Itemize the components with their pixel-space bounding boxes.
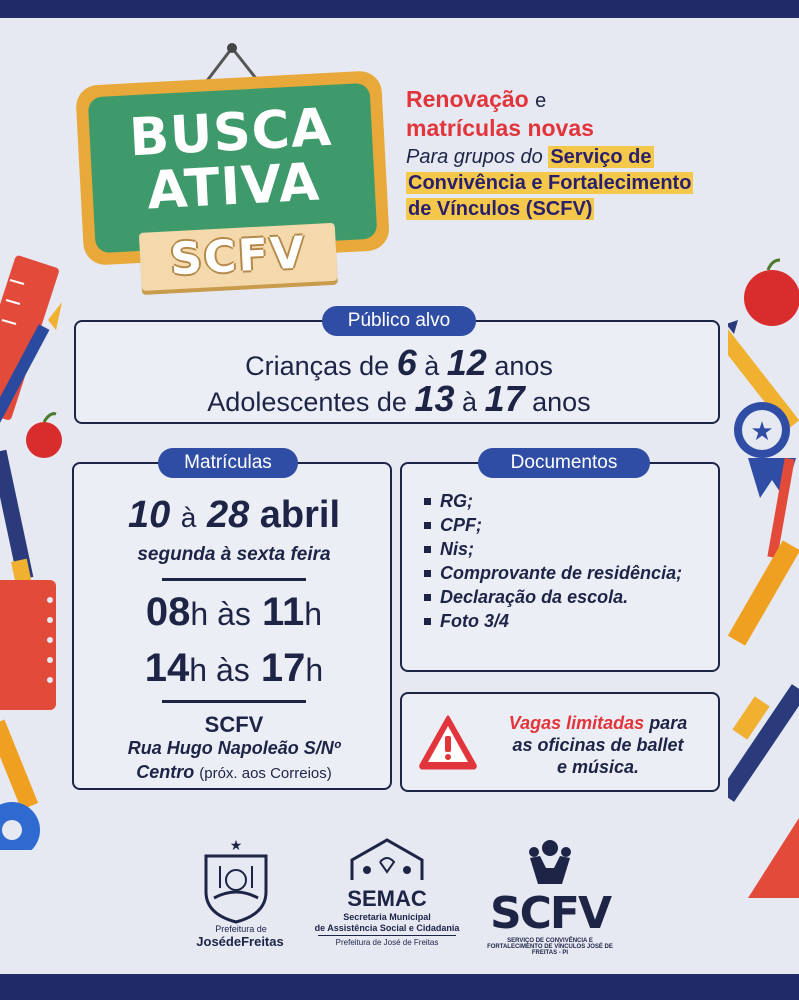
- intro-e: e: [535, 90, 547, 112]
- intro-line-1: [406, 86, 786, 115]
- list-item: Declaração da escola.: [422, 586, 712, 608]
- hours-morning-end: 11: [262, 590, 305, 634]
- intro-text: [406, 86, 786, 222]
- location-district-name: Centro: [136, 762, 195, 782]
- publico-criancas-max: 12: [446, 342, 487, 383]
- list-item: Foto 3/4: [422, 610, 712, 632]
- people-icon: [488, 838, 612, 888]
- list-item: RG;: [422, 490, 712, 512]
- bottom-bar: [0, 974, 799, 1000]
- publico-adolescentes-sep: à: [462, 387, 478, 417]
- scfv-subtitle: SERVIÇO DE CONVIVÊNCIA E FORTALECIMENTO DE VÍNCULOS JOSÉ DE FREITAS - PI: [487, 938, 613, 956]
- intro-line-3: [406, 144, 786, 170]
- intro-renovacao: Renovação: [406, 86, 529, 112]
- matriculas-dates: [74, 494, 394, 537]
- matriculas-pill: Matrículas: [158, 448, 298, 478]
- marker-icon: [0, 720, 38, 810]
- pencil-icon: [0, 450, 33, 592]
- semac-logo: [312, 836, 462, 948]
- publico-adolescentes-min: 13: [414, 378, 455, 419]
- sign-line-2: ATIVA: [145, 152, 322, 222]
- prefeitura-logo: [196, 836, 284, 949]
- prefeitura-caption-1: Prefeitura de: [215, 924, 267, 934]
- left-school-supplies: [0, 250, 70, 850]
- hours-morning-unit: h: [304, 596, 323, 632]
- warning-icon: [418, 714, 478, 770]
- date-start: 10: [127, 494, 171, 536]
- date-month: abril: [259, 494, 341, 536]
- publico-alvo-pill: Público alvo: [322, 306, 476, 336]
- list-item: CPF;: [422, 514, 712, 536]
- list-item: Comprovante de residência;: [422, 562, 712, 584]
- intro-highlight-3: de Vínculos (SCFV): [408, 198, 593, 220]
- vagas-limitadas: Vagas limitadas: [508, 713, 645, 733]
- scfv-wordmark: SCFV: [489, 888, 611, 939]
- documentos-pill: Documentos: [478, 448, 650, 478]
- semac-subtitle-1: Secretaria Municipal: [343, 912, 431, 922]
- matriculas-panel: [72, 462, 392, 790]
- publico-criancas-label: Crianças de: [245, 351, 390, 381]
- documentos-list: [422, 490, 712, 634]
- date-sep: à: [180, 502, 197, 533]
- hours-afternoon-unit: h: [305, 652, 324, 688]
- list-item: Nis;: [422, 538, 712, 560]
- coat-of-arms-icon: [196, 836, 276, 924]
- hours-morning-sep: h às: [190, 596, 251, 632]
- marker-icon: [728, 540, 799, 645]
- divider: [318, 935, 456, 936]
- semac-title: SEMAC: [347, 886, 427, 911]
- sign-line-1: BUSCA: [127, 97, 334, 169]
- divider: [162, 700, 306, 703]
- intro-line-4: [406, 170, 786, 196]
- sign-tag: SCFV: [139, 223, 338, 291]
- location-address: Rua Hugo Napoleão S/Nº: [127, 738, 341, 758]
- house-heart-icon: [312, 836, 462, 886]
- publico-criancas-unit: anos: [494, 351, 553, 381]
- svg-text:★: ★: [229, 838, 243, 854]
- hours-afternoon: [74, 646, 394, 691]
- intro-line-2: matrículas novas: [406, 115, 594, 141]
- hours-morning: [74, 590, 394, 635]
- vagas-oficinas: as oficinas de ballet: [512, 735, 684, 755]
- hours-morning-start: 08: [145, 590, 191, 634]
- documentos-panel: [400, 462, 720, 672]
- location-district-note: (próx. aos Correios): [199, 765, 332, 782]
- publico-adolescentes-label: Adolescentes de: [207, 387, 407, 417]
- intro-highlight-1: Serviço de: [550, 146, 652, 168]
- date-end: 28: [206, 494, 250, 536]
- pen-icon: [728, 684, 799, 802]
- apple-icon: [26, 414, 62, 458]
- svg-text:★: ★: [750, 417, 774, 447]
- semac-subtitle-2: de Assistência Social e Cidadania: [314, 923, 460, 933]
- prefeitura-caption-2: JosédeFreitas: [196, 934, 284, 949]
- apple-icon: [744, 260, 799, 326]
- gear-icon: [0, 802, 40, 850]
- notebook-icon: [0, 580, 56, 710]
- set-square-icon: [748, 818, 799, 898]
- intro-line-5: [406, 196, 786, 222]
- location-district: [74, 762, 394, 783]
- scfv-logo: [487, 838, 613, 956]
- semac-subtitle-3: Prefeitura de José de Freitas: [335, 938, 439, 947]
- location-place: SCFV: [204, 712, 264, 737]
- hours-afternoon-sep: h às: [189, 652, 250, 688]
- hours-afternoon-start: 14: [144, 646, 190, 690]
- matriculas-days: segunda à sexta feira: [137, 544, 331, 565]
- vagas-panel: [400, 692, 720, 792]
- intro-highlight-2: Convivência e Fortalecimento: [408, 172, 692, 194]
- vagas-para: para: [649, 713, 688, 733]
- hours-afternoon-end: 17: [260, 646, 306, 690]
- vagas-text: [480, 712, 716, 778]
- vagas-musica: e música.: [556, 757, 640, 777]
- right-school-supplies: [728, 258, 799, 898]
- publico-criancas-sep: à: [424, 351, 440, 381]
- publico-criancas-min: 6: [396, 342, 417, 383]
- intro-prefix: Para grupos do: [406, 146, 543, 168]
- divider: [162, 578, 306, 581]
- publico-adolescentes: [76, 378, 722, 420]
- busca-ativa-sign: [75, 70, 391, 286]
- publico-adolescentes-unit: anos: [532, 387, 591, 417]
- publico-adolescentes-max: 17: [484, 378, 525, 419]
